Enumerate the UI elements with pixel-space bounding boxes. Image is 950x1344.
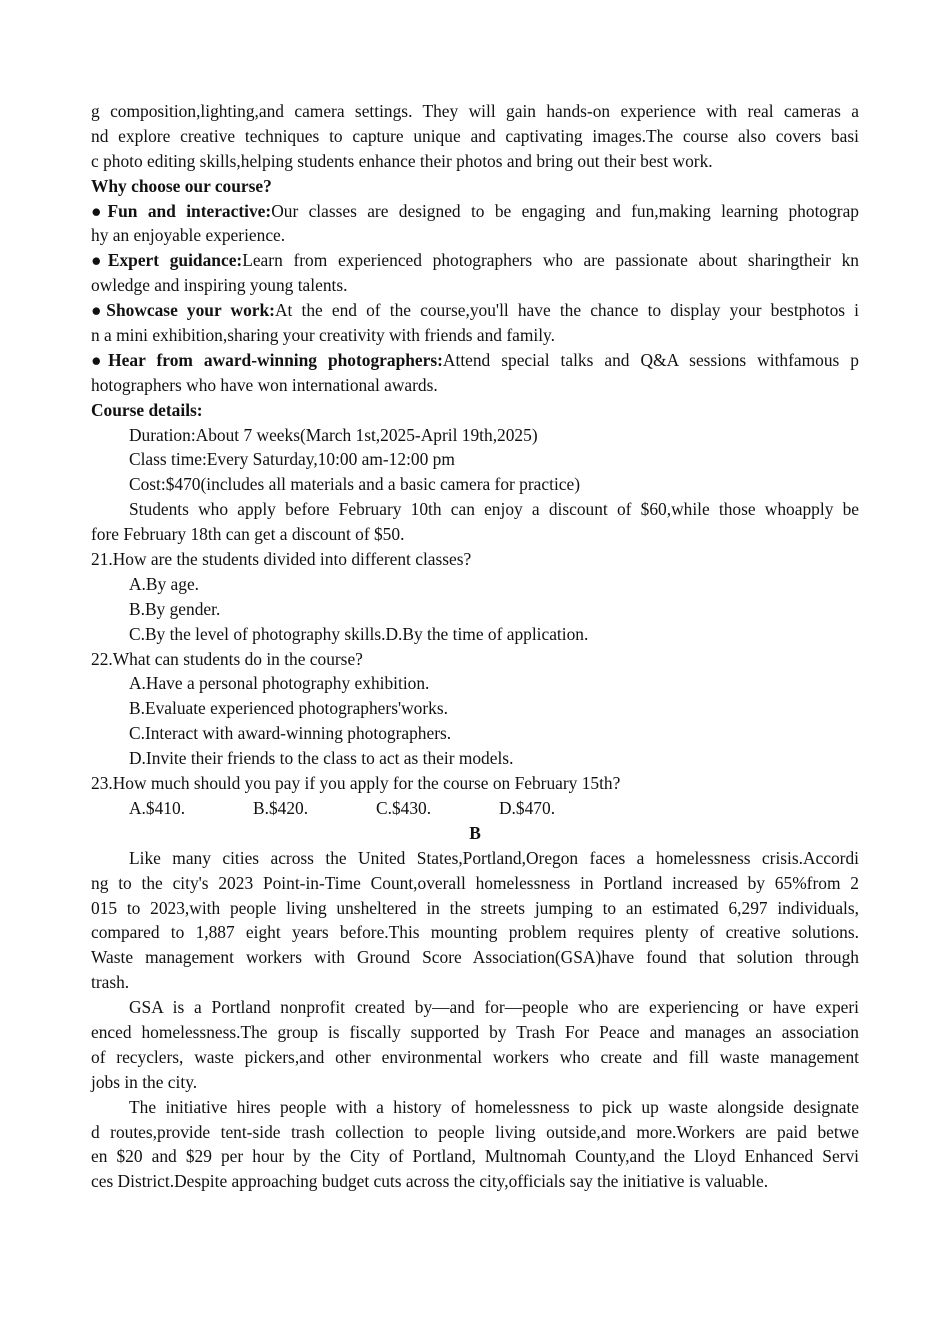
option-a: A.Have a personal photography exhibition. [129, 673, 430, 694]
option-b: B.Evaluate experienced photographers'works. [129, 698, 448, 719]
why-item-text: hotographers who have won international awards. [91, 374, 438, 395]
paragraph-line: Waste management workers with Ground Score Association(GSA)have found that solution through [91, 947, 859, 968]
details-class-time: Class time:Every Saturday,10:00 am-12:00 pm [129, 449, 455, 470]
paragraph-line: 015 to 2023,with people living unsheltered in the streets jumping to an estimated 6,297 individuals, [91, 897, 859, 918]
paragraph-line: jobs in the city. [91, 1071, 198, 1092]
details-cost: Cost:$470(includes all materials and a basic camera for practice) [129, 474, 581, 495]
paragraph-line: ces District.Despite approaching budget cuts across the city,officials say the initiative is valuable. [91, 1171, 769, 1192]
why-item-text: Our classes are designed to be engaging and fun,making learning photograp [271, 200, 860, 221]
question-23 [91, 771, 859, 821]
details-heading: Course details: [91, 399, 203, 420]
paragraph-line: d routes,provide tent-side trash collection to people living outside,and more.Workers are paid betwe [91, 1121, 859, 1142]
option-b: B.$420. [253, 797, 309, 818]
paragraph-line: ng to the city's 2023 Point-in-Time Count,overall homelessness in Portland increased by 65%from 2 [91, 872, 859, 893]
paragraph-line: en $20 and $29 per hour by the City of Portland, Multnomah County,and the Lloyd Enhanced Servi [91, 1146, 859, 1167]
why-item-fun [91, 199, 859, 249]
details-discount-cont: fore February 18th can get a discount of $50. [91, 524, 405, 545]
paragraph-line: of recyclers, waste pickers,and other environmental workers who create and fill waste management [91, 1046, 859, 1067]
question-21 [91, 547, 859, 647]
question-stem: 21.How are the students divided into different classes? [91, 549, 472, 570]
intro-line: g composition,lighting,and camera settings. They will gain hands-on experience with real cameras a [91, 101, 859, 121]
option-c: C.$430. [376, 797, 432, 818]
why-item-title: ●Fun and interactive: [91, 200, 272, 221]
details-duration: Duration:About 7 weeks(March 1st,2025-April 19th,2025) [129, 424, 538, 445]
paragraph-line: Like many cities across the United States,Portland,Oregon faces a homelessness crisis.Accordi [129, 847, 859, 868]
option-a: A.By age. [129, 573, 200, 594]
option-c-d: C.By the level of photography skills.D.By the time of application. [129, 623, 589, 644]
options-row [91, 796, 859, 821]
why-item-showcase [91, 298, 859, 348]
why-item-expert [91, 248, 859, 298]
details-discount: Students who apply before February 10th can enjoy a discount of $60,while those whoapply be [129, 499, 859, 520]
question-22 [91, 647, 859, 771]
why-item-text: owledge and inspiring young talents. [91, 275, 348, 296]
why-item-award [91, 348, 859, 398]
section-b-heading: B [469, 822, 481, 843]
why-item-text: At the end of the course,you'll have the chance to display your bestphotos i [274, 300, 859, 321]
option-c: C.Interact with award-winning photographers. [129, 723, 452, 744]
paragraph-line: enced homelessness.The group is fiscally supported by Trash For Peace and manages an association [91, 1021, 859, 1042]
option-b: B.By gender. [129, 598, 221, 619]
paragraph-line: The initiative hires people with a history of homelessness to pick up waste alongside designate [129, 1096, 859, 1117]
question-stem: 22.What can students do in the course? [91, 648, 363, 669]
section-b-paragraph-1 [91, 846, 859, 995]
why-item-text: Learn from experienced photographers who are passionate about sharingtheir kn [242, 250, 860, 271]
why-item-text: hy an enjoyable experience. [91, 225, 286, 246]
intro-paragraph [91, 99, 859, 174]
why-item-title: ●Hear from award-winning photographers: [91, 349, 443, 370]
question-stem: 23.How much should you pay if you apply for the course on February 15th? [91, 773, 621, 794]
section-b-paragraph-2 [91, 995, 859, 1095]
why-item-title: ●Showcase your work: [91, 300, 275, 321]
why-heading: Why choose our course? [91, 175, 272, 196]
intro-line: nd explore creative techniques to capture unique and captivating images.The course also covers basi [91, 125, 859, 146]
intro-line: c photo editing skills,helping students enhance their photos and bring out their best work. [91, 150, 713, 171]
section-b-paragraph-3 [91, 1095, 859, 1195]
option-d: D.$470. [499, 797, 556, 818]
option-d: D.Invite their friends to the class to act as their models. [129, 748, 514, 769]
paragraph-line: trash. [91, 972, 130, 993]
document-page [91, 99, 859, 1194]
why-item-text: Attend special talks and Q&A sessions withfamous p [442, 349, 859, 370]
why-item-text: n a mini exhibition,sharing your creativity with friends and family. [91, 325, 555, 346]
option-a: A.$410. [129, 797, 186, 818]
paragraph-line: compared to 1,887 eight years before.This mounting problem requires plenty of creative solutions. [91, 922, 859, 943]
paragraph-line: GSA is a Portland nonprofit created by—and for—people who are experiencing or have experi [129, 997, 859, 1018]
why-item-title: ●Expert guidance: [91, 250, 243, 271]
